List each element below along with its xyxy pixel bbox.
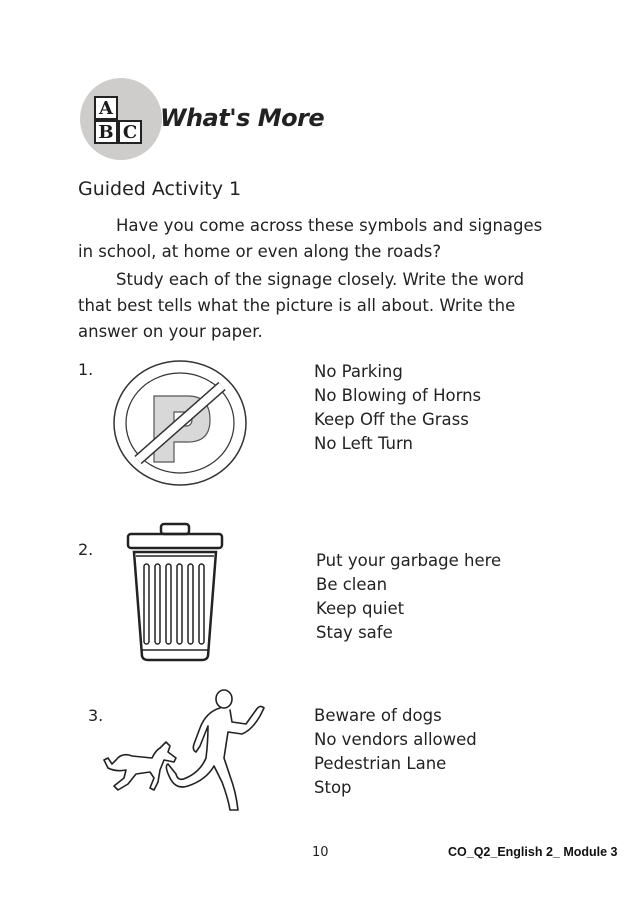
abc-blocks-icon <box>80 78 162 160</box>
dog-chasing-man-icon <box>96 686 276 811</box>
item-1-options <box>314 360 481 456</box>
intro-line-2: in school, at home or even along the roads? <box>78 242 442 261</box>
option: Keep Off the Grass <box>314 410 469 429</box>
block-c: C <box>118 120 142 144</box>
item-2-number: 2. <box>78 540 94 559</box>
page-number: 10 <box>312 845 329 860</box>
trash-can-icon <box>126 522 226 662</box>
intro-line-1: Have you come across these symbols and signages <box>116 216 543 235</box>
item-3-number: 3. <box>88 706 104 725</box>
option: Be clean <box>316 575 388 594</box>
option: No Blowing of Horns <box>314 386 482 405</box>
option: Beware of dogs <box>314 706 442 725</box>
option: Stay safe <box>316 623 393 642</box>
block-b: B <box>94 120 118 144</box>
activity-title: Guided Activity 1 <box>78 178 242 200</box>
item-2-options <box>316 549 501 645</box>
option: No Parking <box>314 362 403 381</box>
instructions-line-1: Study each of the signage closely. Write the word <box>116 270 525 289</box>
option: Stop <box>314 778 352 797</box>
block-a: A <box>94 96 118 120</box>
item-3-options <box>314 704 477 800</box>
instructions-line-2: that best tells what the picture is all about. Write the <box>78 296 516 315</box>
item-1-number: 1. <box>78 360 94 379</box>
instructions-line-3: answer on your paper. <box>78 322 263 341</box>
option: Put your garbage here <box>316 551 502 570</box>
option: Keep quiet <box>316 599 405 618</box>
option: Pedestrian Lane <box>314 754 447 773</box>
option: No Left Turn <box>314 434 413 453</box>
module-label: CO_Q2_English 2_ Module 3 <box>448 845 618 859</box>
no-parking-sign-icon <box>110 358 250 488</box>
option: No vendors allowed <box>314 730 477 749</box>
section-title: What's More <box>160 104 325 132</box>
